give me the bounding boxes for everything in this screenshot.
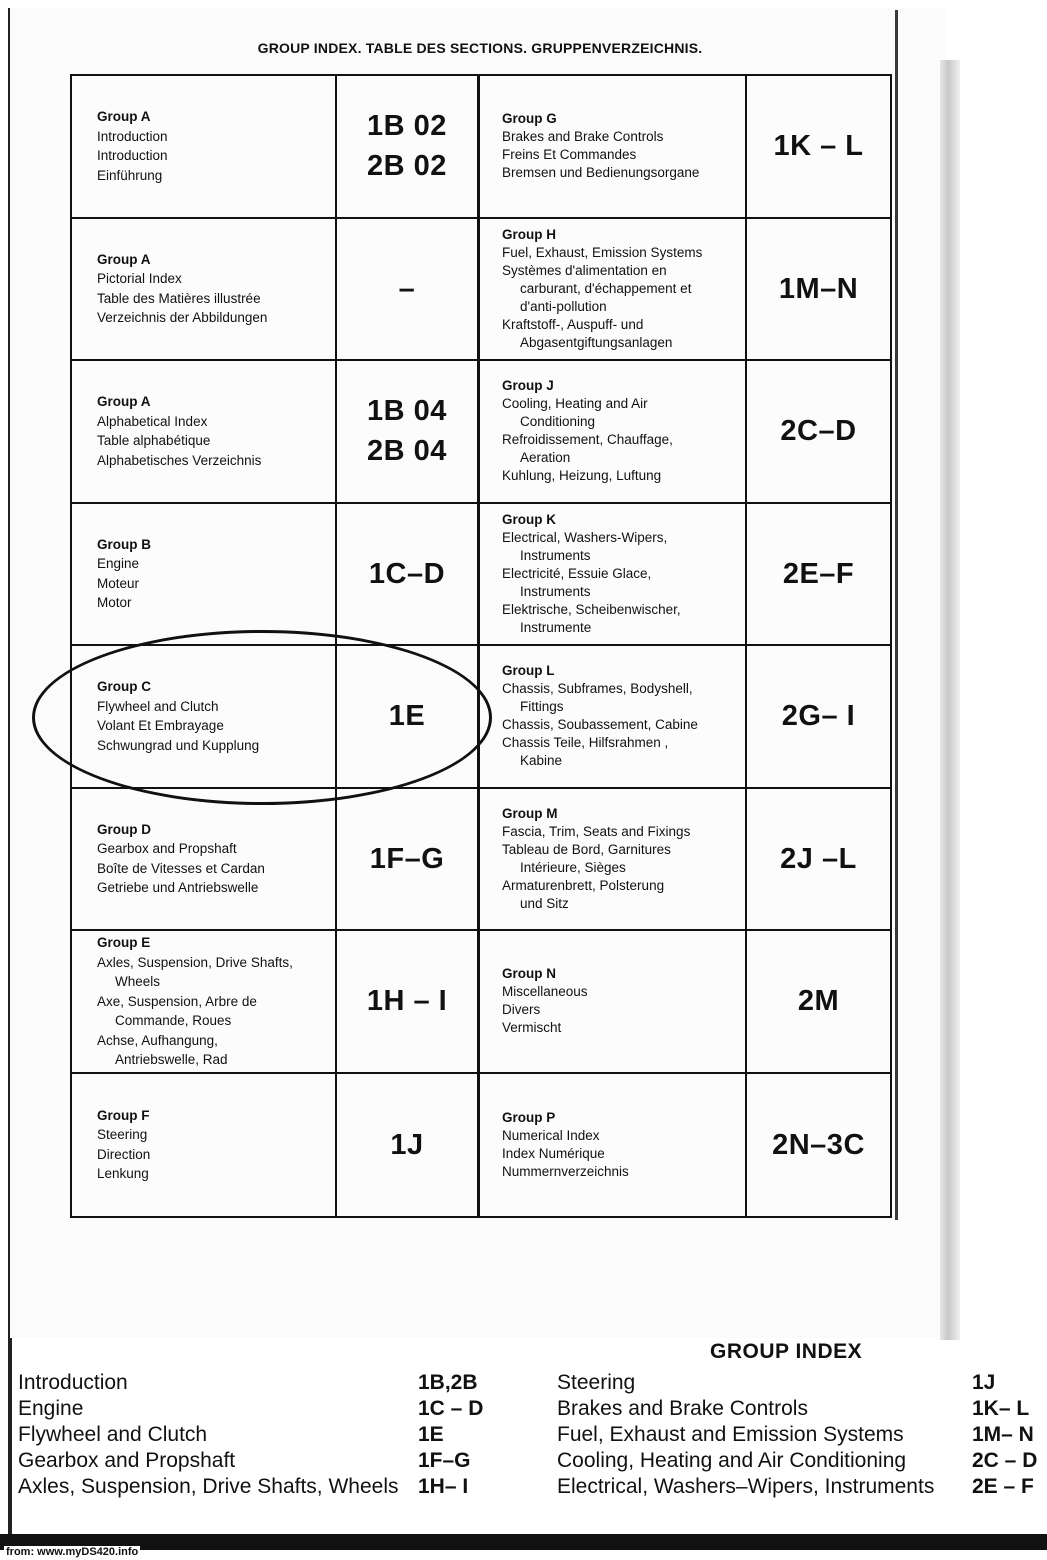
index-entry bbox=[18, 1422, 498, 1448]
group-description-cell bbox=[72, 1074, 337, 1217]
group-description-line: Miscellaneous bbox=[502, 984, 588, 1000]
group-description-line: Motor bbox=[97, 595, 132, 611]
group-description-cell bbox=[72, 931, 337, 1074]
group-description-line: Moteur bbox=[97, 575, 140, 591]
group-description-cell bbox=[72, 646, 337, 789]
section-code: 2B 02 bbox=[367, 150, 447, 183]
group-description-line: Chassis, Subframes, Bodyshell, bbox=[502, 681, 693, 697]
group-description-line: d'anti-pollution bbox=[520, 298, 607, 314]
index-entry-code: 1E bbox=[418, 1423, 444, 1446]
group-description-line: Steering bbox=[97, 1127, 148, 1143]
section-code-cell bbox=[747, 219, 890, 362]
source-watermark: from: www.myDS420.info bbox=[6, 1546, 139, 1558]
section-code-cell bbox=[747, 931, 890, 1074]
section-code-cell bbox=[337, 361, 480, 504]
index-entry-name: Axles, Suspension, Drive Shafts, Wheels bbox=[18, 1475, 399, 1498]
section-code: 1B 04 bbox=[367, 395, 447, 428]
group-label: Group M bbox=[502, 805, 558, 821]
index-entry-name: Cooling, Heating and Air Conditioning bbox=[557, 1449, 907, 1472]
group-description-line: Instruments bbox=[520, 547, 591, 563]
section-code-cell bbox=[747, 504, 890, 647]
index-entry bbox=[557, 1396, 1047, 1422]
group-description-line: Armaturenbrett, Polsterung bbox=[502, 877, 665, 893]
group-description-cell bbox=[480, 219, 747, 362]
bottom-index-heading: GROUP INDEX bbox=[710, 1340, 863, 1363]
group-description-line: Nummernverzeichnis bbox=[502, 1163, 629, 1179]
section-code-cell bbox=[337, 789, 480, 932]
index-entry-code: 1H– I bbox=[418, 1475, 469, 1498]
group-label: Group D bbox=[97, 821, 151, 837]
index-entry-code: 1B,2B bbox=[418, 1371, 478, 1394]
group-description-line: Systèmes d'alimentation en bbox=[502, 262, 667, 278]
section-code-cell bbox=[747, 361, 890, 504]
index-entry bbox=[557, 1422, 1047, 1448]
group-description-line: Numerical Index bbox=[502, 1127, 600, 1143]
index-entry-code: 1K– L bbox=[972, 1397, 1030, 1420]
section-code-cell bbox=[747, 76, 890, 219]
group-description-line: Index Numérique bbox=[502, 1145, 605, 1161]
group-description-cell bbox=[72, 361, 337, 504]
group-index-table bbox=[70, 74, 892, 1218]
section-code: 1E bbox=[388, 700, 426, 733]
section-code: 1K – L bbox=[773, 130, 864, 163]
group-description-line: Table alphabétique bbox=[97, 433, 211, 449]
page-shadow bbox=[940, 60, 960, 1340]
group-label: Group B bbox=[97, 536, 151, 552]
group-description-line: Axles, Suspension, Drive Shafts, bbox=[97, 954, 293, 970]
group-description-line: Gearbox and Propshaft bbox=[97, 841, 237, 857]
group-description-line: Pictorial Index bbox=[97, 271, 182, 287]
group-description-line: Refroidissement, Chauffage, bbox=[502, 432, 673, 448]
group-description-cell bbox=[72, 219, 337, 362]
section-code-cell bbox=[337, 931, 480, 1074]
group-description-cell bbox=[480, 504, 747, 647]
bottom-index-left-column bbox=[18, 1370, 498, 1500]
index-entry-code: 2E – F bbox=[972, 1475, 1034, 1498]
section-code: 2N–3C bbox=[772, 1128, 865, 1161]
section-code-cell bbox=[747, 646, 890, 789]
index-entry-name: Fuel, Exhaust and Emission Systems bbox=[557, 1423, 904, 1446]
group-description-line: Chassis, Soubassement, Cabine bbox=[502, 717, 698, 733]
group-description-cell bbox=[72, 789, 337, 932]
group-description-line: Cooling, Heating and Air bbox=[502, 396, 648, 412]
group-label: Group A bbox=[97, 251, 151, 267]
group-description-line: Aeration bbox=[520, 450, 571, 466]
group-description-line: Engine bbox=[97, 556, 140, 572]
group-label: Group E bbox=[97, 935, 151, 950]
group-description-line: Intérieure, Sièges bbox=[520, 859, 626, 875]
section-code: 2E–F bbox=[782, 557, 855, 590]
group-description-line: Divers bbox=[502, 1002, 541, 1018]
index-entry-name: Engine bbox=[18, 1397, 84, 1420]
group-description-line: Electrical, Washers-Wipers, bbox=[502, 529, 668, 545]
group-description-cell bbox=[72, 76, 337, 219]
group-description-line: Alphabetisches Verzeichnis bbox=[97, 452, 262, 468]
group-description-line: Einführung bbox=[97, 167, 163, 183]
section-code: 1H – I bbox=[366, 985, 448, 1018]
group-label: Group H bbox=[502, 226, 556, 242]
section-code: 1J bbox=[390, 1128, 424, 1161]
group-description-line: Freins Et Commandes bbox=[502, 147, 637, 163]
group-description-line: Kuhlung, Heizung, Luftung bbox=[502, 468, 662, 484]
group-description-line: Lenkung bbox=[97, 1166, 149, 1182]
index-entry-name: Gearbox and Propshaft bbox=[18, 1449, 236, 1472]
group-description-line: Elektrische, Scheibenwischer, bbox=[502, 601, 681, 617]
section-code: 2J –L bbox=[780, 842, 857, 875]
index-entry-name: Introduction bbox=[18, 1371, 128, 1394]
group-label: Group C bbox=[97, 679, 151, 695]
group-description-cell bbox=[72, 504, 337, 647]
group-description-line: Verzeichnis der Abbildungen bbox=[97, 310, 268, 326]
index-entry-code: 1J bbox=[972, 1371, 996, 1394]
section-code-cell bbox=[337, 646, 480, 789]
group-description-line: Fittings bbox=[520, 699, 564, 715]
group-label: Group F bbox=[97, 1107, 150, 1123]
group-description-cell bbox=[480, 1074, 747, 1217]
group-description-line: Commande, Roues bbox=[115, 1013, 232, 1028]
group-description-line: Instruments bbox=[520, 583, 591, 599]
group-description-cell bbox=[480, 646, 747, 789]
section-code: 2G– I bbox=[781, 700, 856, 733]
group-description-line: Fuel, Exhaust, Emission Systems bbox=[502, 244, 703, 260]
group-description-line: Abgasentgiftungsanlagen bbox=[520, 334, 673, 350]
index-entry bbox=[557, 1448, 1047, 1474]
group-description-line: Tableau de Bord, Garnitures bbox=[502, 841, 671, 857]
group-description-line: Instrumente bbox=[520, 619, 592, 635]
group-description-line: Getriebe und Antriebswelle bbox=[97, 880, 259, 896]
index-entry bbox=[18, 1396, 498, 1422]
index-entry-code: 1M– N bbox=[972, 1423, 1034, 1446]
group-label: Group P bbox=[502, 1109, 556, 1125]
index-entry-name: Brakes and Brake Controls bbox=[557, 1397, 808, 1420]
index-entry-code: 1F–G bbox=[418, 1449, 471, 1472]
index-entry-name: Electrical, Washers–Wipers, Instruments bbox=[557, 1475, 935, 1498]
group-description-line: Introduction bbox=[97, 128, 168, 144]
group-description-line: Alphabetical Index bbox=[97, 413, 208, 429]
section-code-cell bbox=[337, 219, 480, 362]
index-entry bbox=[557, 1370, 1047, 1396]
index-entry bbox=[18, 1474, 498, 1500]
index-entry bbox=[18, 1370, 498, 1396]
group-label: Group G bbox=[502, 111, 557, 127]
section-code: 1B 02 bbox=[367, 110, 447, 143]
group-label: Group K bbox=[502, 511, 556, 527]
group-description-line: carburant, d'échappement et bbox=[520, 280, 692, 296]
group-description-cell bbox=[480, 931, 747, 1074]
index-entry bbox=[557, 1474, 1047, 1500]
group-description-line: Flywheel and Clutch bbox=[97, 698, 219, 714]
group-description-cell bbox=[480, 76, 747, 219]
fold-line bbox=[895, 10, 898, 1220]
group-description-line: Introduction bbox=[97, 148, 168, 164]
index-entry-name: Steering bbox=[557, 1371, 636, 1394]
section-code: 2M bbox=[797, 985, 840, 1018]
index-entry bbox=[18, 1448, 498, 1474]
bottom-index-right-column bbox=[557, 1370, 1047, 1500]
group-description-line: Table des Matières illustrée bbox=[97, 290, 261, 306]
section-code-cell bbox=[747, 1074, 890, 1217]
group-description-line: Schwungrad und Kupplung bbox=[97, 737, 260, 753]
index-entry-code: 1C – D bbox=[418, 1397, 484, 1420]
index-entry-name: Flywheel and Clutch bbox=[18, 1423, 208, 1446]
group-description-line: Antriebswelle, Rad bbox=[115, 1052, 228, 1067]
group-description-line: Vermischt bbox=[502, 1020, 562, 1036]
group-description-line: Electricité, Essuie Glace, bbox=[502, 565, 652, 581]
group-label: Group N bbox=[502, 966, 556, 982]
group-label: Group L bbox=[502, 663, 555, 679]
section-code: 2B 04 bbox=[367, 435, 447, 468]
section-code: 1C–D bbox=[368, 557, 446, 590]
page-title: GROUP INDEX. TABLE DES SECTIONS. GRUPPENVERZEICHNIS. bbox=[257, 40, 703, 56]
section-code: 2C–D bbox=[780, 415, 857, 448]
group-description-line: Bremsen und Bedienungsorgane bbox=[502, 165, 700, 181]
group-description-line: Boîte de Vitesses et Cardan bbox=[97, 860, 265, 876]
section-code: 1M–N bbox=[778, 272, 859, 305]
index-entry-code: 2C – D bbox=[972, 1449, 1038, 1472]
section-code: 1F–G bbox=[369, 842, 445, 875]
group-description-line: Conditioning bbox=[520, 414, 596, 430]
group-label: Group A bbox=[97, 394, 151, 410]
group-description-line: Direction bbox=[97, 1146, 151, 1162]
group-description-line: Kabine bbox=[520, 753, 563, 769]
section-code-cell bbox=[337, 76, 480, 219]
group-label: Group J bbox=[502, 378, 554, 394]
group-description-line: Wheels bbox=[115, 974, 161, 989]
section-code: – bbox=[398, 272, 416, 305]
group-description-line: Kraftstoff-, Auspuff- und bbox=[502, 316, 644, 332]
group-description-line: Brakes and Brake Controls bbox=[502, 129, 664, 145]
group-label: Group A bbox=[97, 109, 151, 125]
group-description-cell bbox=[480, 361, 747, 504]
group-description-line: Axe, Suspension, Arbre de bbox=[97, 993, 257, 1009]
group-description-line: und Sitz bbox=[520, 895, 569, 911]
section-code-cell bbox=[337, 1074, 480, 1217]
section-code-cell bbox=[337, 504, 480, 647]
group-description-line: Fascia, Trim, Seats and Fixings bbox=[502, 823, 691, 839]
group-description-line: Achse, Aufhangung, bbox=[97, 1032, 218, 1048]
bottom-border bbox=[0, 1534, 1047, 1550]
group-description-line: Volant Et Embrayage bbox=[97, 718, 224, 734]
section-code-cell bbox=[747, 789, 890, 932]
group-description-cell bbox=[480, 789, 747, 932]
group-description-line: Chassis Teile, Hilfsrahmen , bbox=[502, 735, 669, 751]
